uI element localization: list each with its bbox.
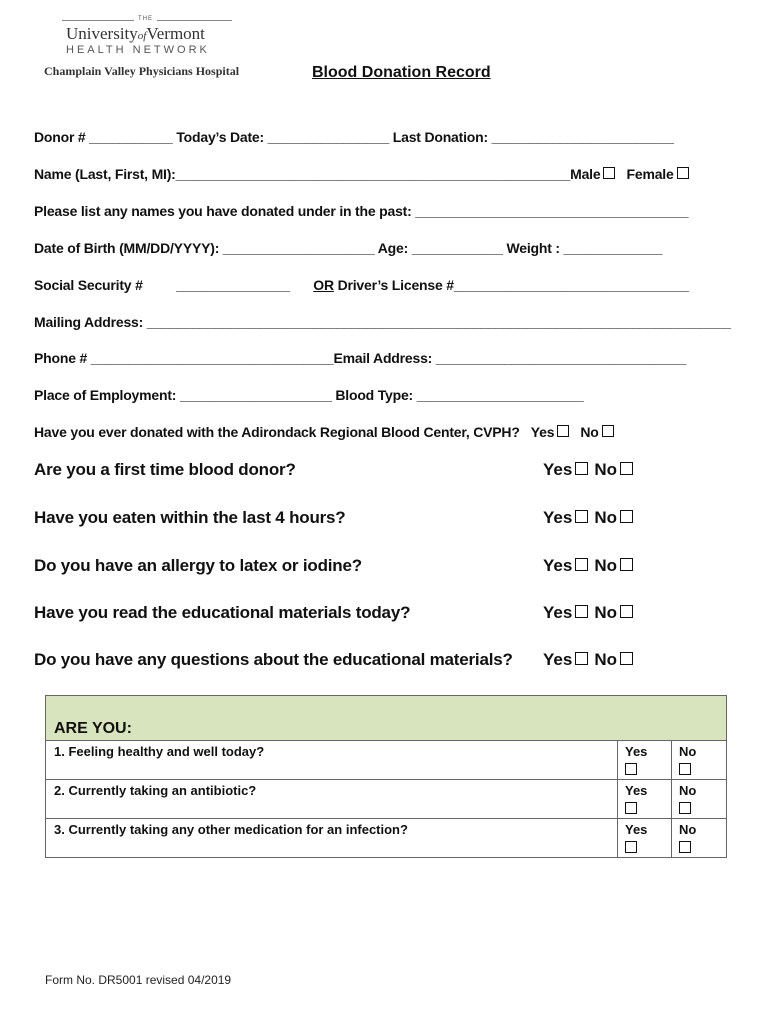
drivers-license-field[interactable]: Driver’s License #_______________________________ — [337, 277, 689, 293]
no-checkbox[interactable] — [620, 652, 633, 665]
no-cell — [671, 819, 727, 857]
past-names-row — [34, 203, 688, 219]
no-checkbox[interactable] — [620, 462, 633, 475]
yes-label: Yes — [543, 508, 573, 527]
yes-cell — [617, 741, 672, 779]
yes-label: Yes — [625, 783, 648, 798]
yes-checkbox[interactable] — [575, 462, 588, 475]
no-cell — [671, 780, 727, 818]
yes-checkbox[interactable] — [625, 802, 637, 814]
yes-checkbox[interactable] — [625, 763, 637, 775]
table-row — [46, 780, 726, 819]
yes-no-first-time — [543, 460, 639, 480]
yes-checkbox[interactable] — [575, 510, 588, 523]
yes-no-eaten — [543, 508, 639, 528]
yes-cell — [617, 780, 672, 818]
table-row — [46, 741, 726, 780]
no-label: No — [594, 460, 617, 479]
no-checkbox[interactable] — [679, 841, 691, 853]
dob-row — [34, 240, 662, 256]
yes-checkbox[interactable] — [625, 841, 637, 853]
row-question: 2. Currently taking an antibiotic? — [54, 783, 257, 798]
blood-type-field[interactable]: Blood Type: ______________________ — [335, 387, 584, 403]
yes-label: Yes — [543, 556, 573, 575]
or-label: OR — [313, 277, 334, 293]
yes-label: Yes — [625, 744, 648, 759]
question-first-time: Are you a first time blood donor? — [34, 460, 296, 479]
mailing-address-field[interactable]: Mailing Address: _____________________________________________________________________________ — [34, 314, 731, 330]
id-row — [34, 277, 689, 293]
adirondack-question: Have you ever donated with the Adirondack Regional Blood Center, CVPH? — [34, 424, 520, 440]
yes-label: Yes — [543, 650, 573, 669]
name-row — [34, 166, 689, 182]
question-eaten: Have you eaten within the last 4 hours? — [34, 508, 346, 527]
logo-hospital-name: Champlain Valley Physicians Hospital — [44, 64, 240, 78]
no-checkbox[interactable] — [620, 510, 633, 523]
male-checkbox[interactable] — [603, 167, 615, 179]
no-checkbox[interactable] — [620, 558, 633, 571]
todays-date-field[interactable]: Today’s Date: ________________ — [176, 129, 390, 145]
no-label: No — [594, 508, 617, 527]
ssn-label: Social Security # — [34, 277, 143, 293]
past-names-field[interactable]: Please list any names you have donated under in the past: ____________________________________ — [34, 203, 689, 219]
logo-vermont: Vermont — [146, 24, 205, 43]
question-materials-questions: Do you have any questions about the educational materials? — [34, 650, 513, 669]
donor-row — [34, 129, 674, 145]
logo-of: of — [137, 30, 147, 42]
yes-label: Yes — [543, 460, 573, 479]
logo-university-name — [66, 24, 205, 44]
no-label: No — [679, 822, 697, 837]
dob-field[interactable]: Date of Birth (MM/DD/YYYY): ____________________ — [34, 240, 375, 256]
yes-checkbox[interactable] — [575, 605, 588, 618]
yes-checkbox[interactable] — [575, 652, 588, 665]
employment-row — [34, 387, 584, 403]
no-checkbox[interactable] — [679, 763, 691, 775]
yes-no-materials-questions — [543, 650, 639, 670]
no-label: No — [594, 650, 617, 669]
no-label: No — [594, 603, 617, 622]
female-label: Female — [626, 166, 674, 182]
donor-field[interactable]: Donor # ___________ — [34, 129, 173, 145]
logo-network: HEALTH NETWORK — [66, 44, 210, 56]
yes-label: Yes — [543, 603, 573, 622]
male-label: Male — [570, 166, 601, 182]
yes-no-allergy — [543, 556, 639, 576]
logo-the: THE — [134, 16, 157, 22]
weight-field[interactable]: Weight : _____________ — [506, 240, 663, 256]
female-checkbox[interactable] — [677, 167, 689, 179]
yes-label: Yes — [625, 822, 648, 837]
logo-university: University — [66, 24, 138, 43]
no-cell — [671, 741, 727, 779]
no-checkbox[interactable] — [679, 802, 691, 814]
no-checkbox[interactable] — [620, 605, 633, 618]
adirondack-yes-checkbox[interactable] — [557, 425, 569, 437]
adirondack-no-checkbox[interactable] — [602, 425, 614, 437]
age-field[interactable]: Age: ____________ — [377, 240, 503, 256]
last-donation-field[interactable]: Last Donation: ________________________ — [392, 129, 674, 145]
row-question: 1. Feeling healthy and well today? — [54, 744, 265, 759]
adirondack-no-label: No — [580, 424, 599, 440]
row-question: 3. Currently taking any other medication for an infection? — [54, 822, 408, 837]
phone-field[interactable]: Phone # ________________________________ — [34, 350, 334, 366]
employment-field[interactable]: Place of Employment: ____________________ — [34, 387, 332, 403]
no-label: No — [594, 556, 617, 575]
yes-cell — [617, 819, 672, 857]
hospital-logo — [44, 16, 244, 82]
are-you-table — [45, 695, 727, 858]
name-field[interactable]: Name (Last, First, MI):____________________________________________________ — [34, 166, 571, 182]
no-label: No — [679, 744, 697, 759]
contact-row — [34, 350, 686, 366]
yes-checkbox[interactable] — [575, 558, 588, 571]
question-read-materials: Have you read the educational materials today? — [34, 603, 411, 622]
table-header — [46, 696, 726, 741]
adirondack-yes-label: Yes — [530, 424, 555, 440]
table-row — [46, 819, 726, 857]
yes-no-read-materials — [543, 603, 639, 623]
form-title: Blood Donation Record — [312, 64, 491, 81]
adirondack-row — [34, 424, 614, 440]
ssn-field[interactable]: _______________ — [176, 277, 290, 293]
email-field[interactable]: Email Address: _________________________________ — [333, 350, 687, 366]
no-label: No — [679, 783, 697, 798]
form-number: Form No. DR5001 revised 04/2019 — [45, 973, 232, 987]
table-heading: ARE YOU: — [54, 720, 132, 737]
mailing-row — [34, 314, 731, 330]
question-allergy: Do you have an allergy to latex or iodine? — [34, 556, 362, 575]
